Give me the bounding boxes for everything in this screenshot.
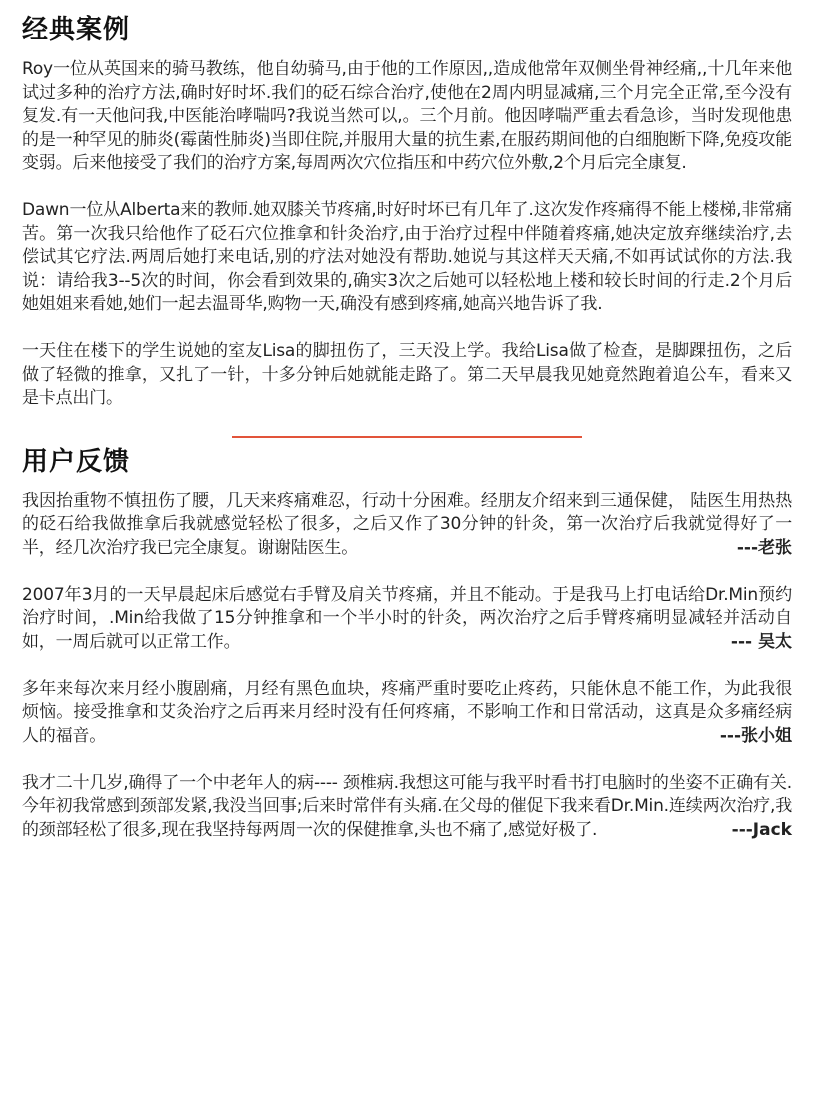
feedback-text: 2007年3月的一天早晨起床后感觉右手臂及肩关节疼痛，并且不能动。于是我马上打电话给Dr.Min预约治疗时间，.Min给我做了15分钟推拿和一个半小时的针灸，两次治疗之后手臂疼痛明显减轻并活动自如，一周后就可以正常工作。 [22, 584, 792, 652]
feedback-item [22, 772, 792, 843]
feedback-text: 多年来每次来月经小腹剧痛，月经有黑色血块，疼痛严重时要吃止疼药，只能休息不能工作，为此我很烦恼。接受推拿和艾灸治疗之后再来月经时没有任何疼痛，不影响工作和日常活动，这真是众多痛经病人的福音。 [22, 678, 792, 746]
feedback-section [22, 442, 792, 843]
feedback-text: 我因抬重物不慎扭伤了腰，几天来疼痛难忍，行动十分困难。经朋友介绍来到三通保健， 陆医生用热热的砭石给我做推拿后我就感觉轻松了很多，之后又作了30分钟的针灸，第一次治疗后我就觉得好了一半，经几次治疗我已完全康复。谢谢陆医生。 [22, 490, 792, 558]
feedback-signature: ---Jack [731, 819, 792, 840]
page [22, 10, 792, 842]
feedback-heading: 用户反馈 [22, 446, 131, 477]
feedback-signature: ---老张 [736, 537, 792, 558]
cases-heading: 经典案例 [22, 15, 131, 45]
case-lisa: 一天住在楼下的学生说她的室友Lisa的脚扭伤了，三天没上学。我给Lisa做了检查，是脚踝扭伤，之后做了轻微的推拿，又扎了一针，十多分钟后她就能走路了。第二天早晨我见她竟然跑着追公车，看来又是卡点出门。 [22, 341, 792, 408]
feedback-signature: ---张小姐 [719, 725, 792, 746]
case-dawn: Dawn一位从Alberta来的教师.她双膝关节疼痛,时好时坏已有几年了.这次发作疼痛得不能上楼梯,非常痛苦。第一次我只给他作了砭石穴位推拿和针灸治疗,由于治疗过程中伴随着疼痛,她决定放弃继续治疗,去偿试其它疗法.两周后她打来电话,别的疗法对她没有帮助.她说与其这样天天痛,不如再试试你的方法.我说：请给我3--5次的时间，你会看到效果的,确实3次之后她可以轻松地上楼和较长时间的行走.2个月后她姐姐来看她,她们一起去温哥华,购物一天,确没有感到疼痛,她高兴地告诉了我. [22, 200, 792, 314]
feedback-text: 我才二十几岁,确得了一个中老年人的病---- 颈椎病.我想这可能与我平时看书打电脑时的坐姿不正确有关.今年初我常感到颈部发紧,我没当回事;后来时常伴有头痛.在父母的催促下我来看Dr.Min.连续两次治疗,我的颈部轻松了很多,现在我坚持每两周一次的保健推拿,头也不痛了,感觉好极了. [22, 772, 792, 840]
case-roy: Roy一位从英国来的骑马教练，他自幼骑马,由于他的工作原因,,造成他常年双侧坐骨神经痛,,十几年来他试过多种的治疗方法,确时好时坏.我们的砭石综合治疗,使他在2周内明显减痛,三个月完全正常,至今没有复发.有一天他问我,中医能治哮喘吗?我说当然可以,。三个月前。他因哮喘严重去看急诊，当时发现他患的是一种罕见的肺炎(霉菌性肺炎)当即住院,并服用大量的抗生素,在服药期间他的白细胞断下降,免疫攻能变弱。后来他接受了我们的治疗方案,每周两次穴位指压和中药穴位外敷,2个月后完全康复. [22, 59, 792, 173]
feedback-item [22, 490, 792, 561]
feedback-item [22, 584, 792, 655]
feedback-signature: --- 吴太 [730, 631, 792, 652]
cases-section [22, 10, 792, 411]
feedback-item [22, 678, 792, 749]
section-divider [232, 436, 582, 438]
